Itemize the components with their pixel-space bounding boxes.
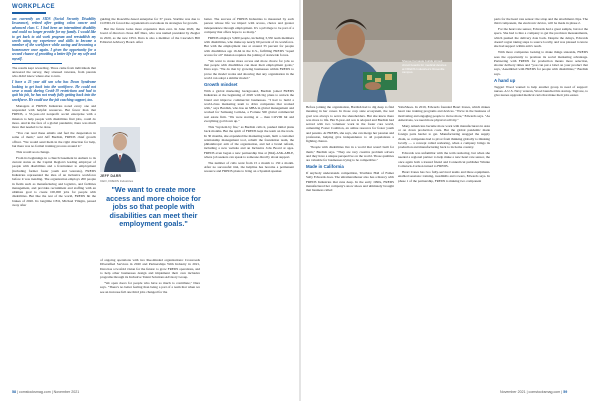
reader-quote: I have a 25 year old son who has Down Syndrome looking to get back into the workforce. He could not wear a mask during Covid-19 restrictions and had to quit his job, he has not ready fully getting back into the workforce. He could use the job coaching support, too. — [12, 80, 96, 102]
photo-caption-title: CEO, FREDS Industries — [100, 179, 134, 183]
paragraph: "We open doors for people who have so much to contribute," Dara says. "There's no better feeling than being a part of a team that when we see an increase full one third jobs changed for the — [100, 281, 200, 294]
paragraph: From its beginnings in a church basement in Auburn to its current status as the Capital Region's leading employer of people with disabilities and a frontrunner to employment (including former foster youth and veterans), FREDS Industries represented the idea of an inclusive workforce before it was trending. The organization employs 200 people in fields such as manufacturing and logistics, and facilities management, and provides recruitment and staffing with an ultimate goal to create 100,000 jobs for people with disabilities. But like the rest of the world, FREDS hit the brakes of 2020. Its longtime CEO, Michael Ymigin, passed away after — [12, 155, 96, 208]
paragraph: The results kept rewarding. Three came from individuals that answered the survey, they stressed veterans, from parents who didn't know where else to turn. — [12, 65, 96, 79]
paragraph: guiding the Roseville-based enterprise for 37 years. Starbite was due to COVID-19 forced the organization's reevaluate its strategies for growth. — [100, 17, 200, 26]
paragraph: Heart Zones has two fully-serviced teams and three equipment-enabled sessions: training, treadmills and rowers, Edwards says. In phase 1 of the partnership, FREDS is making two component — [398, 169, 490, 183]
footer-divider: | — [17, 390, 19, 394]
section-rule — [12, 12, 46, 14]
article-column-6 — [494, 17, 588, 385]
pull-quote — [105, 186, 202, 256]
intro-quote — [12, 17, 96, 61]
intro-divider — [12, 63, 62, 64]
right-page-number: 59 — [563, 390, 568, 394]
paragraph: FREDS employs 5,600 people, including 3,350 team members with disabilities, who make up nearly 60 percent of its workforce. But with the employment rate at around 33 percent for people with disabilities age 16-64 in the U.S., fulfilling FREDS "equal access for all" mission requires the joining of statewide forces. — [204, 35, 294, 57]
paragraph: "You can read these emails and feel the desperation in some of them," said Jeff Bardish, FREDS chief growth officer. "We would send them in the right direction for help, but there was no formal training process around it." — [12, 131, 96, 149]
photo-caption-name: JEFF DARR — [100, 174, 122, 178]
right-footer — [500, 390, 567, 394]
portrait-image — [100, 127, 140, 172]
page-gutter — [299, 0, 301, 401]
article-column-2-top — [100, 17, 200, 125]
paragraph: better. The success of FREDS Industries is measured by each person whose life we impact with access, choice and greater independence through employment. It's a privilege to be part of a company that offers hope to so many." — [204, 17, 294, 34]
section-subhead: A hand up — [494, 78, 516, 84]
paragraph: of ongoing operations with two like-minded organizations: Crossroads Diversified Services in 2020 and Partnerships With Industry in 2021, Dara has a twofold vision for the future: to grow FREDS operations, and to help other businesses design and implement their own inclusive programs through its Inclusive Talent Solutions Advisory Group. — [100, 258, 200, 280]
left-page-number: 58 — [12, 390, 16, 394]
paragraph: For the heart rate sensor, Edwards had a great sample, but not the specs. She had to hire a company to get the precision measurements, which pushed the delivery date back. Despite the delays, Edwards doesn't regret taking steps to source locally, and was pleased to know she had support within arm's reach. — [494, 27, 588, 49]
right-footer-date: November 2021 — [500, 390, 526, 394]
paragraph: Managers at FREDS Industries noted every one and responded with helpful resources. But fewer than that FREDS, a 55-year-old nonprofit social enterprise with a mission to help people with disabilities find jobs, could do more. And in the face of a global pandemic, there was much more that needed to be done. — [12, 103, 96, 130]
portrait-photo — [100, 127, 140, 172]
paragraph: With a global marketing background, Bardish joined FREDS Industries at the beginning of 2020 with big plans to unlock the brand and improve commercial businesses. "I had to build a world-class marketing team to drive companies that worked with," says Bardish, who has an MBA in global management and worked for Samsung LatinAs, a Fortune 500 global commercial real estate firm. "We were starting at ... then COVID hit and everything got blown up." — [204, 88, 294, 124]
paragraph: This "layolem by fire," as Bardish calls it, pushed initial plans back months. But the spirit of FREDS kept the team on the track. In 30 months, she expanded the marketing team, built a customer relationship management tool, rebuilt the foundation team, the philanthropic arm of the organization, and led a brand refresh, including a new website and an Inclusive Jobs Board at ages. FREDS even began a new partnership line at (844)-ASK-ABLE, where job seekers can speak to someone directly about support. — [204, 124, 294, 159]
section-label: WORKPLACE — [12, 4, 55, 10]
article-column-5 — [398, 105, 490, 385]
footer-divider: | — [526, 390, 529, 394]
paragraph: Many Americans became more work with manufacturers in Asia or on down production costs. But the global pandemic made foreign parts harder to get. Manufacturing snagged the supply chain, so companies had to pivot from thinking globally to thinking locally — a concept called reshoring, when a company brings its production and manufacturing back to its home country. — [398, 123, 490, 150]
paragraph: Before joining the organization, Bardish had to dig deep to find meaning in her career. In those corp state ecosystem, the real goal was always to serve the shareholders. But she knew there was more to life. Her 8-year-old son is adopted and Bardish had served with two volunteer work in the foster care world, cementing Foster Coalition, an online resource for foster youth and parents. At FREDS, she says, she can merge her passion and profession, helping give independence to all populations a fighting chance. — [306, 105, 394, 144]
article-column-4 — [306, 105, 394, 385]
left-footer — [12, 390, 79, 394]
paragraph: "We want to create more access and more choice for jobs so that people with disabilities can meet their employment goals," Dara says. "We do that by growing businesses within FREDS to prove the model works and showing that any organization in the world can adopt a similar model." — [204, 58, 294, 81]
worker-photo-caption: Sheree Fernaste builds stimuli circuit boards for medical devices at FREDS Industries's Roseville campus. — [402, 59, 447, 75]
article-column-2-bottom — [100, 258, 200, 385]
right-footer-site: comstocksmag.com — [528, 390, 561, 394]
paragraph: The number of calls went from 15 a month to 150 a month. After no successful trial, the helpline has become a permanent resource and FREDS plans to bring on a Spanish speaker. — [204, 160, 294, 174]
section-subhead: Growth mindset — [204, 82, 238, 88]
worker-photo — [303, 0, 452, 102]
pull-quote-text: "We want to create more access and more choice for jobs so that people with disabilities can meet their employment goals." — [106, 185, 201, 229]
paragraph: But the future looks more expansive than ever. In June 2020, the board of directors chose Jeff Dara, who was named president by Ziegler in 2020, as the new CEO. Dara is also a member of the Cascade's Bill Editorial Advisory Board. After — [100, 27, 200, 45]
paragraph: Taggart Wood wanted to help another group in need of support: nurses. A U.S. Navy veteran, Wood launched his startup, TagCare, to give nurses upgraded medical carts that make their jobs easier. — [494, 84, 588, 98]
paragraph: parts for the heart rate sensor: the strap and the attachment clips. The third component, the electronic device, will be made in phase 2. — [494, 17, 588, 26]
article-column-1 — [12, 17, 96, 385]
paragraph: YabaShoes. In 2019, Edwards founded Heart Zones, which makes heart rate training programs and devices. "We're in the business of motivating and engaging people to move more," Edwards says. "As Americans, we need more physical activity." — [398, 105, 490, 122]
left-footer-site: comstocksmag.com — [18, 390, 51, 394]
article-column-3 — [204, 17, 294, 385]
paragraph: Edwards was unfamiliar with the term reshoring, but when she needed a regional partner to help make a new heart rate sensor, the once again both a trusted friend and Connecticut publisher Winnie Comstock-Carlson turned to FREDS. — [398, 151, 490, 169]
paragraph: With more companies looking to make things stateside, FREDS sees the opportunity to promote its social marketing advantage. Partnering with FREDS for production means more selection, shorter delivery times and "you can put a label on your product that says, 'Assembled with FREDS for people with disabilities,'" Bardish says. — [494, 50, 588, 76]
worker-image — [303, 0, 452, 102]
paragraph: If anybody understands competition, Triathlon Hall of Famer Sally Edwards does. The ultramarathoner also has a history with FREDS Industries that runs deep. In the early 1990s, FREDS manufactured her company's snow shoes and ultimately brought that business called — [306, 171, 394, 193]
section-subhead: Made in California — [306, 164, 344, 170]
footer-divider: | — [51, 390, 54, 394]
paragraph: This would soon change. — [16, 149, 50, 154]
intro-paragraph: am currently an SIDS (Social Security Disability Insurance), retired after getting colon cancer and advanced class C. I had been an intermittent disability and could no longer provide for my family. I would like to get back to aid work program and reestablish my worth using my experience and skills to become a member of the workforce while saving and becoming a homeowner once again. I given the opportunity for a second chance of providing a better life for my wife and myself. — [12, 17, 96, 61]
footer-divider: | — [561, 390, 564, 394]
left-footer-date: November 2021 — [53, 390, 80, 394]
paragraph: "People with disabilities live in a world that wasn't built for them," Bardish says. "They are very creative problem solvers and they have a unique perspective on the world. Those qualities are valuable for businesses trying to be competitive." — [306, 145, 394, 163]
